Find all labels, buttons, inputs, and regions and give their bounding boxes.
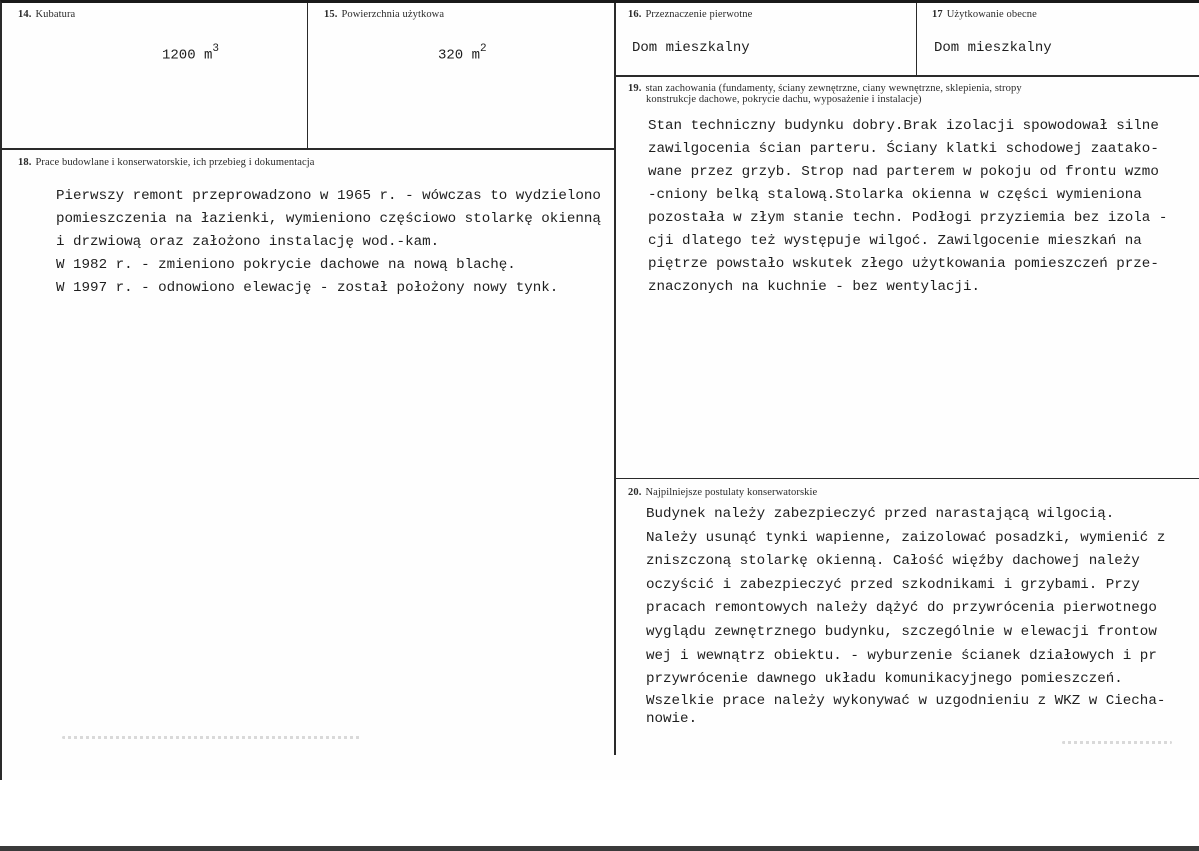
field-18-line: Pierwszy remont przeprowadzono w 1965 r. - wówczas to wydzielono xyxy=(56,188,601,204)
field-18-text xyxy=(56,185,601,300)
field-17-value: Dom mieszkalny xyxy=(934,40,1052,56)
field-19-line: piętrze powstało wskutek złego użytkowania pomieszczeń prze- xyxy=(648,256,1159,272)
area-value: 320 m xyxy=(438,47,481,64)
field-20-title: Najpilniejsze postulaty konserwatorskie xyxy=(645,487,818,498)
area-unit-exponent: 2 xyxy=(480,43,487,55)
field-19-title-line1: stan zachowania (fundamenty, ściany zewnętrzne, ciany wewnętrzne, sklepienia, stropy xyxy=(645,83,1022,94)
field-16-number: 16. xyxy=(628,9,642,20)
field-19-line: wane przez grzyb. Strop nad parterem w pokoju od frontu wzmo xyxy=(648,164,1159,180)
divider-14-15 xyxy=(307,3,308,149)
field-20-line: oczyścić i zabezpieczyć przed szkodnikami i grzybami. Przy xyxy=(646,576,1140,593)
field-19-label xyxy=(628,83,1198,105)
divider-16-17 xyxy=(916,3,917,75)
field-20-line: wej i wewnątrz obiektu. - wyburzenie ścianek działowych i pr xyxy=(646,647,1157,664)
field-20-line: zniszczoną stolarkę okienną. Całość więźby dachowej należy xyxy=(646,553,1140,570)
field-16-label xyxy=(628,9,752,20)
field-20-text xyxy=(646,503,1165,728)
field-18-line: i drzwiową oraz założono instalację wod.-kam. xyxy=(56,234,440,250)
field-15-value xyxy=(438,45,487,64)
field-16-title: Przeznaczenie pierwotne xyxy=(645,9,753,20)
field-20-line: pracach remontowych należy dążyć do przywrócenia pierwotnego xyxy=(646,600,1157,617)
field-17-label xyxy=(932,9,1037,20)
rule-under-14-15 xyxy=(2,148,614,150)
field-14-title: Kubatura xyxy=(35,9,76,20)
scan-smudge xyxy=(62,736,362,739)
kubatura-unit-exponent: 3 xyxy=(212,43,220,55)
field-20-line: Należy usunąć tynki wapienne, zaizolować posadzki, wymienić z xyxy=(646,529,1166,546)
field-18-title: Prace budowlane i konserwatorskie, ich przebieg i dokumentacja xyxy=(35,157,315,168)
scan-margin xyxy=(0,780,1199,851)
field-19-number: 19. xyxy=(628,83,642,94)
field-16-value: Dom mieszkalny xyxy=(632,40,750,56)
field-19-line: pozostała w złym stanie techn. Podłogi przyziemia bez izola - xyxy=(648,210,1168,226)
field-18-number: 18. xyxy=(18,157,32,168)
field-18-line: W 1997 r. - odnowiono elewację - został położony nowy tynk. xyxy=(56,280,559,296)
field-19-text xyxy=(648,115,1167,299)
scan-bottom-edge xyxy=(0,846,1199,851)
field-20-line: wyglądu zewnętrznego budynku, szczególnie w elewacji frontow xyxy=(646,623,1157,640)
field-19-line: zawilgocenia ścian parteru. Ściany klatki schodowej zaatako- xyxy=(648,141,1159,157)
field-18-line: W 1982 r. - zmieniono pokrycie dachowe na nową blachę. xyxy=(56,257,516,273)
scan-smudge xyxy=(1062,741,1172,744)
field-17-title: Użytkowanie obecne xyxy=(946,9,1037,20)
field-18-label xyxy=(18,157,315,168)
field-14-number: 14. xyxy=(18,9,32,20)
field-17-number: 17 xyxy=(932,9,943,20)
divider-center xyxy=(614,3,616,755)
kubatura-value: 1200 m xyxy=(162,47,213,64)
field-20-line: Wszelkie prace należy wykonywać w uzgodnieniu z WKZ w Ciecha- xyxy=(646,692,1166,709)
field-19-line: Stan techniczny budynku dobry.Brak izolacji spowodował silne xyxy=(648,118,1159,134)
rule-under-19 xyxy=(614,478,1199,479)
field-20-line: przywrócenie dawnego układu komunikacyjnego pomieszczeń. xyxy=(646,671,1123,688)
field-20-line: nowie. xyxy=(646,710,698,727)
field-19-title-line2: konstrukcje dachowe, pokrycie dachu, wyposażenie i instalacje) xyxy=(646,94,922,105)
field-19-line: znaczonych na kuchnie - bez wentylacji. xyxy=(648,279,981,295)
field-20-label xyxy=(628,487,817,498)
field-14-value xyxy=(162,45,219,64)
field-15-label xyxy=(324,9,444,20)
field-20-line: Budynek należy zabezpieczyć przed narastającą wilgocią. xyxy=(646,506,1115,522)
field-14-label xyxy=(18,9,75,20)
field-20-number: 20. xyxy=(628,487,642,498)
field-19-line: -cniony belką stalową.Stolarka okienna w części wymieniona xyxy=(648,187,1142,203)
field-15-title: Powierzchnia użytkowa xyxy=(341,9,445,20)
field-15-number: 15. xyxy=(324,9,338,20)
rule-under-16-17 xyxy=(614,75,1199,77)
field-19-line: cji dlatego też występuje wilgoć. Zawilgocenie mieszkań na xyxy=(648,233,1142,249)
field-18-line: pomieszczenia na łazienki, wymieniono częściowo stolarkę okienną xyxy=(56,211,601,227)
